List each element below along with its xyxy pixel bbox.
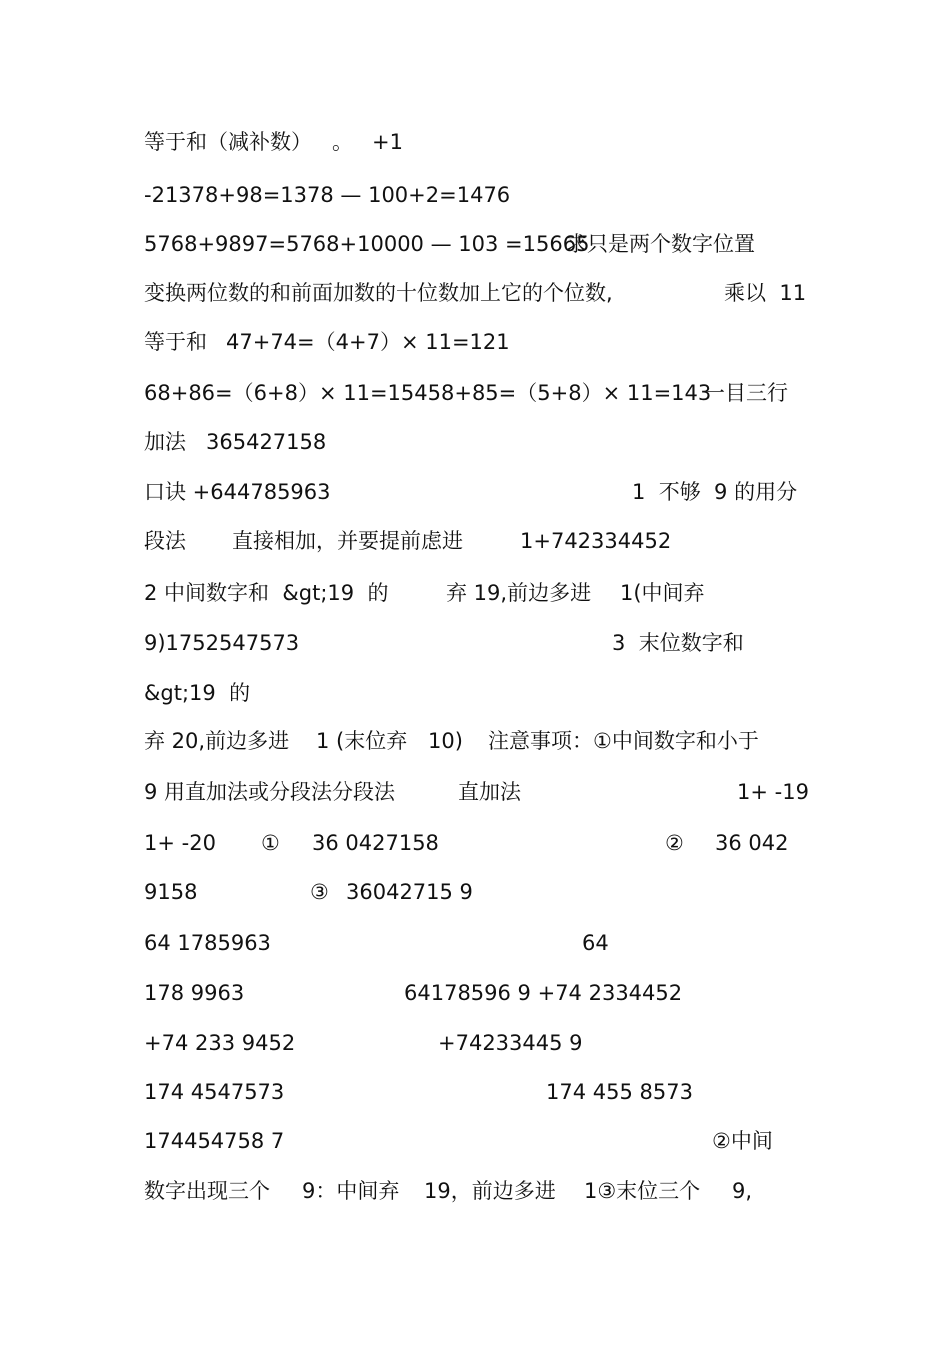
text-segment: 等于和（减补数） [144, 130, 312, 154]
text-segment: 174 455 8573 [546, 1080, 693, 1104]
text-line-10 [0, 579, 950, 619]
text-segment: 64178596 9 +74 2334452 [404, 981, 683, 1005]
text-line-15 [0, 829, 950, 869]
text-segment: 1③末位三个 [584, 1179, 701, 1203]
text-segment: 变换两位数的和前面加数的十位数加上它的个位数, [144, 281, 613, 305]
text-segment: -21378+98=1378 — 100+2=1476 [144, 183, 511, 207]
text-segment: 9)1752547573 [144, 631, 300, 655]
text-line-6 [0, 379, 950, 419]
text-segment: 5768+9897=5768+10000 — 103 =15665 [144, 232, 590, 256]
text-line-7 [0, 428, 950, 468]
text-segment: 36 042 [715, 831, 789, 855]
text-segment: 47+74=（4+7）× 11=121 [226, 330, 510, 354]
text-line-8 [0, 478, 950, 518]
text-segment: 直接相加，并要提前虑进 [232, 529, 463, 553]
text-segment: ③ [310, 880, 329, 904]
text-segment: 3 末位数字和 [612, 631, 744, 655]
text-segment: 64 [582, 931, 609, 955]
text-segment: 。 [332, 130, 353, 154]
text-segment: 加法 [144, 430, 186, 454]
text-segment: &gt;19 的 [144, 681, 251, 705]
text-segment: ②中间 [712, 1129, 773, 1153]
text-segment: 174 4547573 [144, 1080, 285, 1104]
text-segment: 求只是两个数字位置 [566, 232, 755, 256]
text-segment: 1+ -19 [737, 780, 809, 804]
text-line-17 [0, 929, 950, 969]
text-line-5 [0, 328, 950, 368]
text-segment: 178 9963 [144, 981, 245, 1005]
text-segment: 9158 [144, 880, 198, 904]
text-segment: 弃 19,前边多进 [446, 581, 592, 605]
text-line-20 [0, 1078, 950, 1118]
text-line-12 [0, 679, 950, 719]
text-segment: ① [261, 831, 280, 855]
text-line-19 [0, 1029, 950, 1069]
text-line-9 [0, 527, 950, 567]
text-segment: 直加法 [458, 780, 521, 804]
text-segment: 9, [732, 1179, 753, 1203]
text-segment: 64 1785963 [144, 931, 271, 955]
text-segment: 1 (末位弃 [316, 729, 408, 753]
text-segment: 9 用直加法或分段法分段法 [144, 780, 396, 804]
text-segment: 一目三行 [704, 381, 788, 405]
text-line-2 [0, 181, 950, 221]
text-segment: 弃 20,前边多进 [144, 729, 290, 753]
text-segment: 365427158 [206, 430, 327, 454]
text-segment: +1 [372, 130, 403, 154]
text-segment: 1+ -20 [144, 831, 216, 855]
text-segment: 口诀 +644785963 [144, 480, 331, 504]
text-segment: 段法 [144, 529, 186, 553]
text-segment: 等于和 [144, 330, 207, 354]
text-segment: 10) [428, 729, 463, 753]
text-segment: +74 233 9452 [144, 1031, 296, 1055]
text-line-4 [0, 279, 950, 319]
text-segment: 174454758 7 [144, 1129, 285, 1153]
text-segment: 2 中间数字和 &gt;19 的 [144, 581, 389, 605]
text-segment: +74233445 9 [438, 1031, 583, 1055]
text-segment: 1+742334452 [520, 529, 672, 553]
text-segment: ② [665, 831, 684, 855]
text-segment: 1 不够 9 的用分 [632, 480, 798, 504]
text-segment: 乘以 11 [724, 281, 807, 305]
text-line-18 [0, 979, 950, 1019]
text-line-13 [0, 727, 950, 767]
text-segment: 36 0427158 [312, 831, 439, 855]
text-line-11 [0, 629, 950, 669]
text-line-16 [0, 878, 950, 918]
text-line-14 [0, 778, 950, 818]
text-segment: 数字出现三个 [144, 1179, 270, 1203]
text-segment: 68+86=（6+8）× 11=15458+85=（5+8）× 11=143 [144, 381, 712, 405]
text-segment: 36042715 9 [346, 880, 473, 904]
text-segment: 9：中间弃 [302, 1179, 400, 1203]
text-line-3 [0, 230, 950, 270]
text-segment: 注意事项：①中间数字和小于 [488, 729, 759, 753]
text-segment: 1(中间弃 [620, 581, 705, 605]
text-line-1 [0, 128, 950, 168]
text-segment: 19，前边多进 [424, 1179, 556, 1203]
text-line-21 [0, 1127, 950, 1167]
text-line-22 [0, 1177, 950, 1217]
